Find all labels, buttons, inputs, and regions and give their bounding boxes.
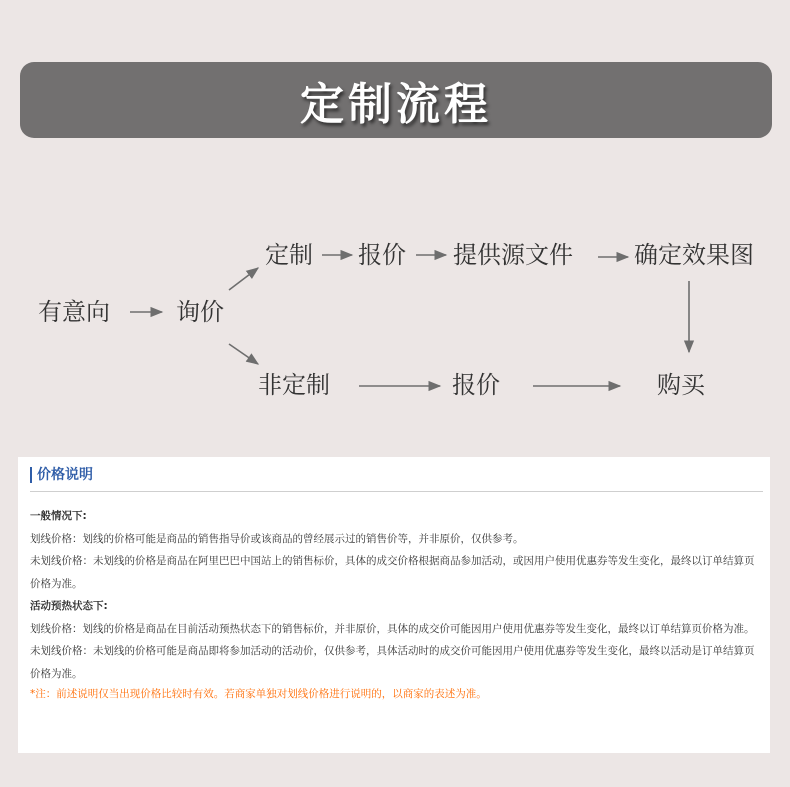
banner-title: 定制流程 <box>300 79 492 130</box>
node-confirm-render: 确定效果图 <box>634 241 754 269</box>
node-non-custom: 非定制 <box>258 371 330 399</box>
node-custom: 定制 <box>265 241 313 269</box>
node-inquiry: 询价 <box>176 298 224 326</box>
node-start: 有意向 <box>38 298 110 326</box>
price-note: *注：前述说明仅当出现价格比较时有效。若商家单独对划线价格进行说明的，以商家的表述为准。 <box>30 688 487 700</box>
arrow-inquiry-custom <box>229 268 258 290</box>
panel-header <box>30 467 763 492</box>
general-crossed-text: 划线价格：划线的价格可能是商品的销售指导价或该商品的曾经展示过的销售价等，并非原价，仅供参考。 <box>30 532 524 545</box>
arrow-inquiry-noncustom <box>229 344 258 364</box>
preheat-uncrossed-text: 未划线价格：未划线的价格可能是商品即将参加活动的活动价，仅供参考，具体活动时的成交价可能因用户使用优惠券等发生变化，最终以活动是订单结算页价格为准。 <box>30 645 755 680</box>
node-custom-quote: 报价 <box>358 241 406 269</box>
general-heading: 一般情况下: <box>30 510 87 522</box>
preheat-heading: 活动预热状态下: <box>30 600 108 612</box>
panel-body <box>30 505 760 703</box>
node-purchase: 购买 <box>657 371 705 399</box>
price-info-panel <box>18 457 770 753</box>
preheat-crossed-text: 划线价格：划线的价格是商品在目前活动预热状态下的销售标价，并非原价，具体的成交价可能因用户使用优惠券等发生变化，最终以订单结算页价格为准。 <box>30 622 755 635</box>
general-uncrossed-text: 未划线价格：未划线的价格是商品在阿里巴巴中国站上的销售标价，具体的成交价格根据商品参加活动，或因用户使用优惠券等发生变化，最终以订单结算页价格为准。 <box>30 555 755 590</box>
node-provide-files: 提供源文件 <box>453 241 573 269</box>
panel-title: 价格说明 <box>30 467 93 483</box>
node-noncustom-quote: 报价 <box>452 371 500 399</box>
